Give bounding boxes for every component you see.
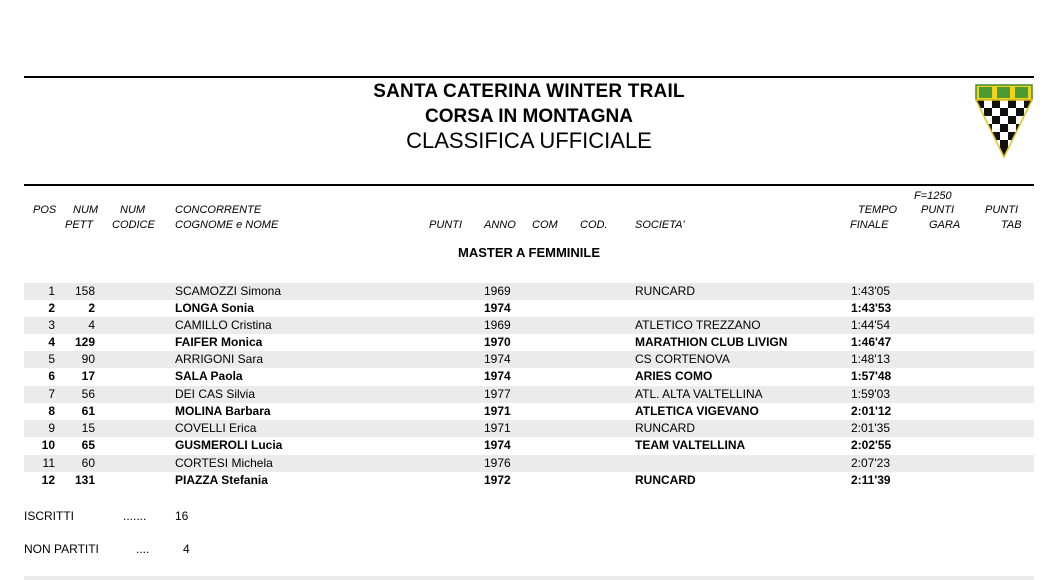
cell-pos: 7 — [48, 387, 55, 401]
col-concorrente-1: CONCORRENTE — [175, 204, 262, 216]
cell-name: DEI CAS Silvia — [175, 387, 256, 401]
col-punti-gara-2: GARA — [929, 219, 961, 231]
cell-anno: 1971 — [484, 421, 511, 435]
cell-societa: ATLETICO TREZZANO — [635, 318, 761, 332]
col-num-pett-2: PETT — [65, 219, 94, 231]
cell-pett: 131 — [74, 473, 95, 487]
cell-anno: 1974 — [484, 301, 511, 315]
table-row — [24, 283, 1034, 300]
table-row — [24, 403, 1034, 420]
cell-tempo: 2:07'23 — [851, 456, 890, 470]
cell-pett: 4 — [88, 318, 95, 332]
col-pos: POS — [33, 204, 57, 216]
col-cod: COD. — [580, 219, 608, 231]
cell-pett: 129 — [74, 335, 95, 349]
col-tempo-2: FINALE — [850, 219, 889, 231]
cell-anno: 1977 — [484, 387, 511, 401]
cell-tempo: 2:01'35 — [851, 421, 890, 435]
cell-anno: 1974 — [484, 352, 511, 366]
cell-anno: 1974 — [484, 438, 511, 452]
table-row — [24, 455, 1034, 472]
cell-anno: 1970 — [484, 335, 511, 349]
cell-tempo: 2:01'12 — [851, 404, 892, 418]
cell-pos: 3 — [48, 318, 55, 332]
iscritti-value: 16 — [175, 509, 189, 523]
cell-pett: 158 — [74, 284, 95, 298]
col-punti-tab-1: PUNTI — [985, 204, 1018, 216]
col-concorrente-2: COGNOME e NOME — [175, 219, 279, 231]
cell-pett: 65 — [81, 438, 95, 452]
table-row — [24, 368, 1034, 385]
cell-pos: 4 — [48, 335, 55, 349]
cell-pett: 15 — [81, 421, 95, 435]
table-row — [24, 351, 1034, 368]
cell-name: SCAMOZZI Simona — [175, 284, 282, 298]
cell-pett: 61 — [81, 404, 95, 418]
cell-pos: 10 — [41, 438, 55, 452]
cell-tempo: 1:43'05 — [851, 284, 890, 298]
category-title: MASTER A FEMMINILE — [457, 245, 601, 260]
col-num-codice-1: NUM — [120, 204, 146, 216]
cell-name: GUSMEROLI Lucia — [175, 438, 283, 452]
cell-societa: MARATHION CLUB LIVIGN — [635, 335, 788, 349]
cell-pos: 12 — [41, 473, 55, 487]
cell-pett: 17 — [81, 369, 95, 383]
iscritti-dots: ....... — [123, 509, 147, 523]
cell-societa: ARIES COMO — [635, 369, 713, 383]
cell-societa: RUNCARD — [635, 473, 696, 487]
col-punti-gara-1: PUNTI — [921, 204, 954, 216]
cell-societa: ATL. ALTA VALTELLINA — [635, 387, 763, 401]
cell-pos: 2 — [48, 301, 55, 315]
cell-anno: 1972 — [484, 473, 511, 487]
next-row-band — [24, 576, 1034, 580]
cell-name: PIAZZA Stefania — [175, 473, 268, 487]
cell-pett: 90 — [81, 352, 95, 366]
cell-pos: 6 — [48, 369, 55, 383]
col-num-codice-2: CODICE — [112, 219, 155, 231]
event-subtitle: CORSA IN MONTAGNA — [425, 106, 633, 127]
cell-pett: 2 — [88, 301, 95, 315]
cell-anno: 1969 — [484, 284, 511, 298]
cell-societa: TEAM VALTELLINA — [635, 438, 746, 452]
col-num-pett-1: NUM — [73, 204, 99, 216]
non-partiti-dots: .... — [136, 542, 150, 556]
non-partiti-value: 4 — [183, 542, 190, 556]
cell-societa: RUNCARD — [635, 421, 695, 435]
cell-pos: 1 — [48, 284, 55, 298]
table-row — [24, 437, 1034, 454]
col-punti: PUNTI — [429, 219, 462, 231]
col-tempo-1: TEMPO — [858, 204, 898, 216]
cell-pos: 8 — [48, 404, 55, 418]
col-f-points: F=1250 — [914, 190, 952, 202]
cell-tempo: 1:44'54 — [851, 318, 890, 332]
cell-tempo: 1:48'13 — [851, 352, 890, 366]
header-rule — [24, 184, 1034, 186]
cell-anno: 1969 — [484, 318, 511, 332]
cell-name: FAIFER Monica — [175, 335, 263, 349]
cell-societa: ATLETICA VIGEVANO — [635, 404, 759, 418]
cell-pett: 56 — [81, 387, 95, 401]
cell-name: CAMILLO Cristina — [175, 318, 272, 332]
non-partiti-label: NON PARTITI — [24, 542, 99, 556]
event-title: SANTA CATERINA WINTER TRAIL — [373, 81, 685, 102]
table-row — [24, 386, 1034, 403]
cell-tempo: 2:02'55 — [851, 438, 892, 452]
cell-name: SALA Paola — [175, 369, 243, 383]
cell-tempo: 1:43'53 — [851, 301, 892, 315]
col-societa: SOCIETA' — [635, 219, 685, 231]
cell-pos: 9 — [48, 421, 55, 435]
col-punti-tab-2: TAB — [1001, 219, 1022, 231]
cell-anno: 1976 — [484, 456, 511, 470]
cell-pett: 60 — [81, 456, 95, 470]
cell-name: COVELLI Erica — [175, 421, 257, 435]
cell-societa: RUNCARD — [635, 284, 695, 298]
cell-name: CORTESI Michela — [175, 456, 273, 470]
cell-pos: 5 — [48, 352, 55, 366]
cell-tempo: 1:46'47 — [851, 335, 892, 349]
cell-name: MOLINA Barbara — [175, 404, 271, 418]
fidal-logo — [975, 84, 1033, 158]
cell-name: ARRIGONI Sara — [175, 352, 264, 366]
cell-tempo: 2:11'39 — [851, 473, 891, 487]
cell-tempo: 1:57'48 — [851, 369, 892, 383]
table-row — [24, 472, 1034, 489]
table-row — [24, 300, 1034, 317]
cell-pos: 11 — [42, 456, 55, 470]
table-row — [24, 334, 1034, 351]
cell-tempo: 1:59'03 — [851, 387, 890, 401]
cell-anno: 1974 — [484, 369, 511, 383]
table-row — [24, 420, 1034, 437]
top-rule — [24, 76, 1034, 78]
col-anno: ANNO — [484, 219, 516, 231]
cell-societa: CS CORTENOVA — [635, 352, 730, 366]
cell-anno: 1971 — [484, 404, 511, 418]
ranking-title: CLASSIFICA UFFICIALE — [406, 128, 652, 153]
cell-name: LONGA Sonia — [175, 301, 254, 315]
iscritti-label: ISCRITTI — [24, 509, 74, 523]
table-row — [24, 317, 1034, 334]
col-com: COM — [532, 219, 558, 231]
